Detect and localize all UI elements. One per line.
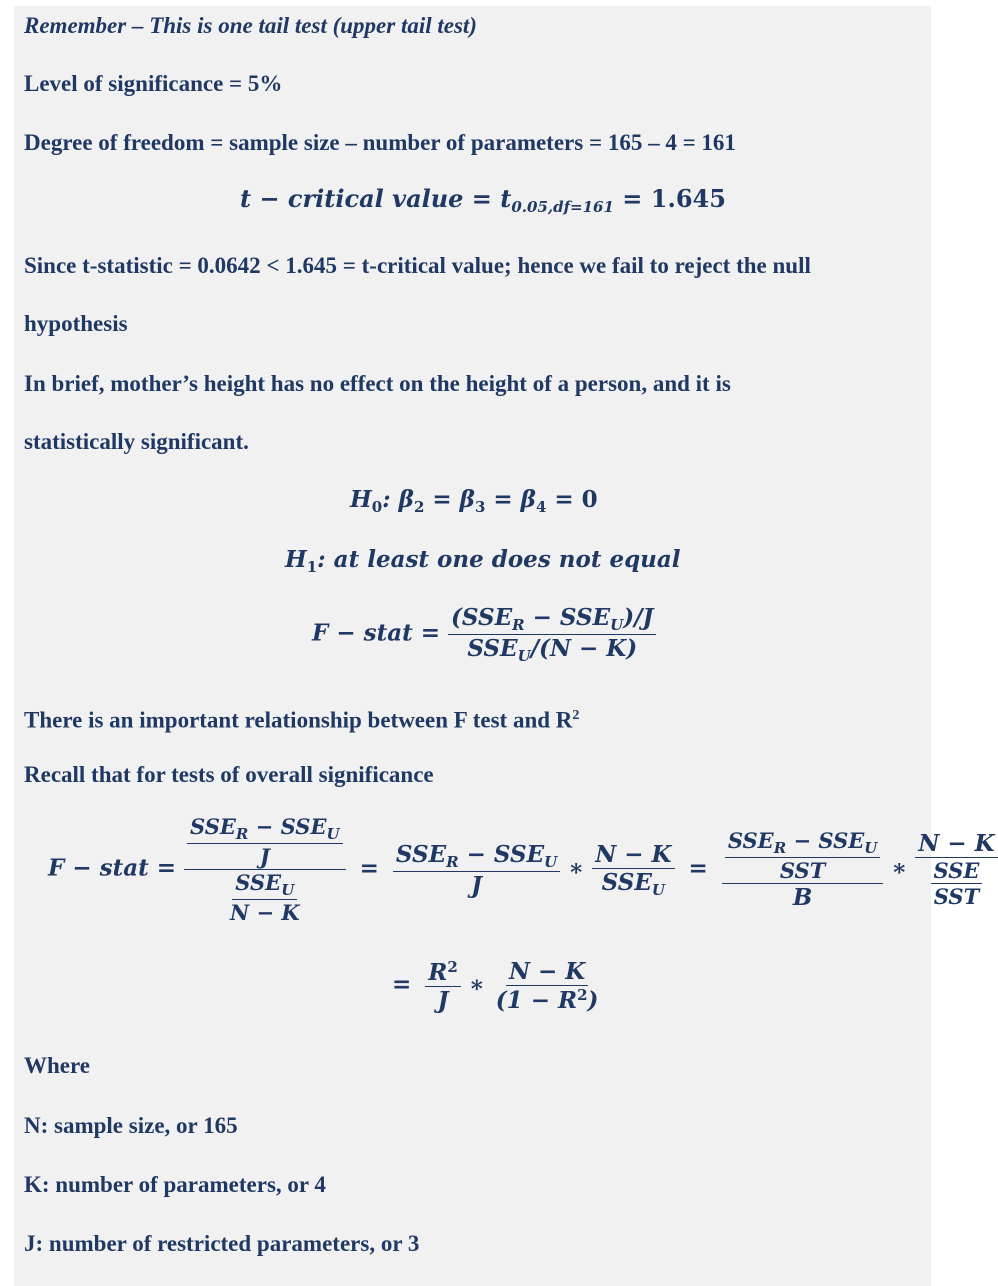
j-definition: J: number of restricted parameters, or 3 xyxy=(24,1231,420,1256)
degree-of-freedom: Degree of freedom = sample size – number of parameters = 165 – 4 = 161 xyxy=(24,130,736,155)
f-stat-definition: F − stat = $\frac{(SSE_R - SSE_U)/J}{SSE_U/(N - K)}$ xyxy=(312,604,656,665)
fraction-5: $\frac{N - K}{\frac{\text{SSE}}{\text{SST}}}$ xyxy=(915,830,997,909)
n-definition: N: sample size, or 165 xyxy=(24,1113,238,1138)
where-label: Where xyxy=(24,1053,91,1078)
k-definition: K: number of parameters, or 4 xyxy=(24,1172,326,1197)
f-stat-r-squared: = $\frac{R^2}{J}$ ∗ $\frac{N - K}{(1 - R^2)}$ xyxy=(386,958,601,1014)
recall-note: Recall that for tests of overall significance xyxy=(24,762,434,787)
t-critical-equation: t − critical value = $t_{0.05,df=161} = 1.645$ xyxy=(240,184,726,216)
document-page xyxy=(14,6,995,1286)
significance-level: Level of significance = 5% xyxy=(24,71,283,96)
f-stat-fraction: $\frac{(SSE_R - SSE_U)/J}{SSE_U/(N - K)}$ xyxy=(448,604,656,665)
brief-line-1: In brief, mother’s height has no effect on the height of a person, and it is xyxy=(24,371,731,396)
conclusion-line-1: Since t-statistic = 0.0642 < 1.645 = t-critical value; hence we fail to reject the null xyxy=(24,253,811,278)
fraction-r2-j: $\frac{R^2}{J}$ xyxy=(425,958,461,1014)
brief-line-2: statistically significant. xyxy=(24,429,249,454)
fraction-3: $\frac{N - K}{SSE_U}$ xyxy=(592,841,674,899)
fraction-nk: $\frac{N - K}{(1 - R^2)}$ xyxy=(495,958,599,1014)
null-hypothesis: $H_0$: $\beta_2 = \beta_3 = \beta_4 = 0$ xyxy=(350,486,598,516)
fraction-1: $\frac{\frac{SSE_R - SSE_U}{J}}{\frac{SSE_U}{N - K}}$ xyxy=(184,814,346,925)
f-stat-expansion: F − stat = $\frac{\frac{SSE_R - SSE_U}{J}}{\frac{SSE_U}{N - K}}$ = $\frac{SSE_R - SSE_U}{J}$ ∗ $\frac{N - K}{SSE_U}$ = $\frac{\frac{SSE_R - SSE_U}{\text{SST}}}{B}$ ∗ $\frac{N - K}{\frac{\text{SSE}}{\text{SST}}}$ xyxy=(48,814,998,925)
fraction-4: $\frac{\frac{SSE_R - SSE_U}{\text{SST}}}{B}$ xyxy=(722,828,884,911)
relationship-note: There is an important relationship between F test and $R^2$ xyxy=(24,707,580,733)
fraction-2: $\frac{SSE_R - SSE_U}{J}$ xyxy=(393,841,560,899)
remember-note: Remember – This is one tail test (upper tail test) xyxy=(24,13,477,38)
conclusion-line-2: hypothesis xyxy=(24,311,128,336)
alternative-hypothesis: $H_1$: at least one does not equal xyxy=(285,546,681,576)
